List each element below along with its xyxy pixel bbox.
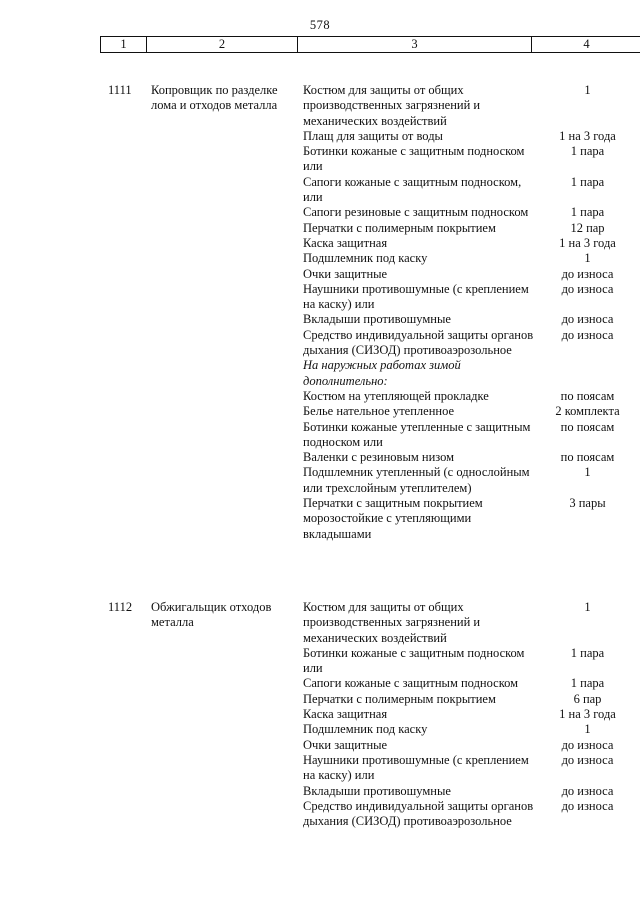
ppe-item-norm: 1 пара [570, 645, 605, 660]
ppe-item-name: Наушники противошумные (с креплением на каску) или [303, 281, 529, 312]
ppe-item-row [303, 799, 640, 830]
ppe-item-name: Ботинки кожаные с защитным подноском или [303, 144, 525, 174]
column-header-2: 2 [147, 37, 298, 52]
ppe-item-row [303, 236, 640, 251]
ppe-item-norm: по поясам [560, 450, 615, 465]
ppe-item-name: Валенки с резиновым низом [303, 450, 455, 465]
ppe-item-name: Подшлемник утепленный (с однослойным или трехслойным утеплителем) [303, 465, 530, 495]
ppe-item-row [303, 282, 640, 313]
ppe-item-row [303, 646, 640, 677]
ppe-item-norm: 1 на 3 года [559, 235, 616, 250]
ppe-item-norm: 1 на 3 года [559, 707, 616, 722]
ppe-item-row [303, 251, 640, 266]
ppe-item-name: Костюм для защиты от общих производственных загрязнений и механических воздействий [303, 600, 481, 645]
ppe-item-norm: 1 на 3 года [559, 128, 616, 143]
profession-code: 1111 [108, 83, 132, 97]
ppe-item-row [303, 692, 640, 707]
ppe-item-row [303, 267, 640, 282]
ppe-item-norm: 3 пары [569, 496, 606, 511]
ppe-item-row [303, 496, 640, 542]
ppe-item-name: Подшлемник под каску [303, 251, 428, 266]
ppe-item-name: Сапоги кожаные с защитным подноском [303, 676, 519, 691]
ppe-item-name: Сапоги резиновые с защитным подноском [303, 205, 529, 220]
ppe-item-norm: 1 пара [570, 174, 605, 189]
ppe-item-name: Подшлемник под каску [303, 722, 428, 737]
ppe-item-norm: до износа [561, 266, 614, 281]
ppe-item-row [303, 83, 640, 129]
ppe-item-row [303, 389, 640, 404]
ppe-item-name: Костюм на утепляющей прокладке [303, 388, 489, 403]
ppe-item-row [303, 221, 640, 236]
ppe-item-row [303, 738, 640, 753]
ppe-item-norm: до износа [561, 312, 614, 327]
ppe-item-norm: 6 пар [573, 691, 602, 706]
ppe-item-name: Сапоги кожаные с защитным подноском, или [303, 174, 522, 205]
ppe-item-row [303, 205, 640, 220]
ppe-item-name: Каска защитная [303, 707, 388, 722]
ppe-item-list [303, 83, 640, 542]
page-number: 578 [309, 18, 331, 32]
ppe-item-norm: 1 [584, 465, 591, 480]
ppe-item-row [303, 312, 640, 327]
ppe-item-row [303, 328, 640, 359]
ppe-item-norm: по поясам [560, 419, 615, 434]
ppe-item-norm: до износа [561, 783, 614, 798]
ppe-item-name: Ботинки кожаные с защитным подноском или [303, 645, 525, 676]
ppe-item-norm: 1 пара [570, 676, 605, 691]
ppe-item-norm: 2 комплекта [555, 404, 620, 419]
ppe-item-row [303, 676, 640, 691]
ppe-item-row [303, 129, 640, 144]
ppe-item-name: Очки защитные [303, 737, 388, 752]
column-header-4: 4 [583, 37, 590, 51]
ppe-item-row [303, 465, 640, 496]
ppe-item-name: Перчатки с полимерным покрытием [303, 691, 496, 706]
subsection-heading-row [303, 358, 640, 389]
ppe-item-norm: до износа [561, 327, 614, 342]
ppe-item-norm: до износа [561, 281, 614, 296]
ppe-item-name: Каска защитная [303, 235, 388, 250]
ppe-item-name: Костюм для защиты от общих производственных загрязнений и механических воздействий [303, 83, 481, 128]
ppe-item-norm: 1 пара [570, 205, 605, 220]
column-header-3: 3 [298, 37, 532, 52]
subsection-heading: На наружных работах зимой дополнительно: [303, 358, 461, 388]
ppe-item-norm: до износа [561, 752, 614, 767]
ppe-item-row [303, 722, 640, 737]
column-header-1: 1 [101, 37, 147, 52]
ppe-item-name: Средство индивидуальной защиты органов дыхания (СИЗОД) противоаэрозольное [303, 798, 534, 829]
ppe-item-row [303, 420, 640, 451]
profession-name: Копровщик по разделке лома и отходов металла [151, 83, 278, 113]
ppe-item-row [303, 753, 640, 784]
column-header-row [100, 36, 640, 53]
ppe-item-name: Плащ для защиты от воды [303, 128, 443, 143]
ppe-item-name: Ботинки кожаные утепленные с защитным подноском или [303, 419, 531, 449]
ppe-item-norm: 1 [584, 722, 591, 737]
ppe-item-norm: до износа [561, 737, 614, 752]
ppe-item-norm: 12 пар [570, 220, 605, 235]
ppe-item-row [303, 784, 640, 799]
ppe-item-row [303, 144, 640, 175]
ppe-item-list [303, 600, 640, 829]
ppe-item-row [303, 450, 640, 465]
ppe-item-norm: по поясам [560, 388, 615, 403]
ppe-item-norm: 1 [584, 600, 591, 614]
ppe-item-name: Вкладыши противошумные [303, 312, 451, 327]
profession-name: Обжигальщик отходов металла [151, 600, 272, 630]
ppe-item-norm: 1 [584, 251, 591, 266]
ppe-item-norm: 1 [584, 83, 591, 97]
ppe-item-name: Средство индивидуальной защиты органов дыхания (СИЗОД) противоаэрозольное [303, 327, 534, 358]
ppe-item-row [303, 600, 640, 646]
ppe-item-row [303, 175, 640, 206]
profession-code: 1112 [108, 600, 133, 614]
ppe-item-name: Перчатки с защитным покрытием морозостойкие с утепляющими вкладышами [303, 496, 483, 541]
ppe-item-name: Белье нательное утепленное [303, 404, 455, 419]
ppe-item-name: Вкладыши противошумные [303, 783, 451, 798]
ppe-item-name: Наушники противошумные (с креплением на каску) или [303, 752, 529, 783]
ppe-item-row [303, 707, 640, 722]
ppe-item-name: Очки защитные [303, 266, 388, 281]
ppe-item-name: Перчатки с полимерным покрытием [303, 220, 496, 235]
ppe-item-norm: 1 пара [570, 144, 605, 159]
ppe-item-norm: до износа [561, 798, 614, 813]
ppe-item-row [303, 404, 640, 419]
